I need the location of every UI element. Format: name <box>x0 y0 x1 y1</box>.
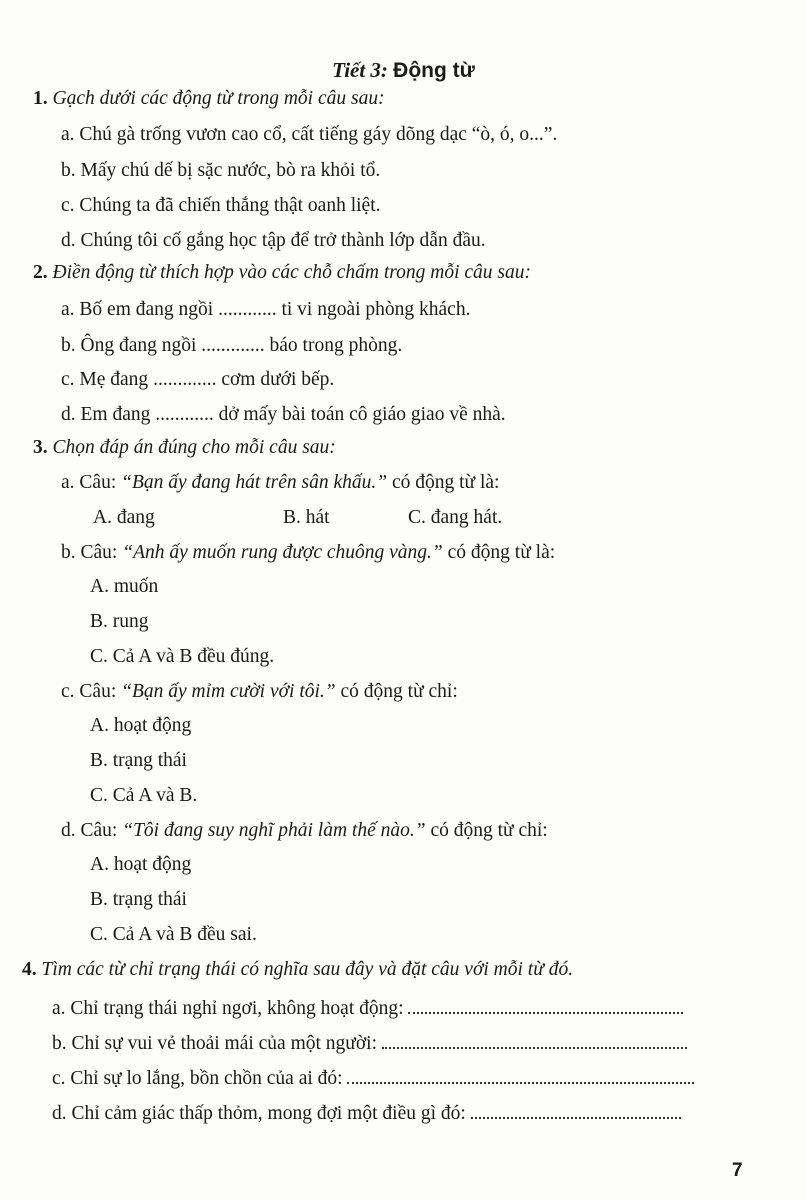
question-number: 1. <box>33 88 48 109</box>
answer-blank[interactable] <box>471 1099 681 1119</box>
q1-item-c: c. Chúng ta đã chiến thắng thật oanh liệt. <box>61 195 381 216</box>
answer-blank[interactable] <box>408 994 683 1014</box>
part-lead: d. Câu: <box>61 820 123 841</box>
answer-blank[interactable] <box>347 1064 694 1084</box>
q3b-option-c[interactable]: C. Cả A và B đều đúng. <box>90 646 275 667</box>
q3-part-a <box>61 471 499 495</box>
question-number: 2. <box>33 262 48 283</box>
quoted-sentence: “Anh ấy muốn rung được chuông vàng.” <box>122 542 443 563</box>
q1-item-b: b. Mấy chú dế bị sặc nước, bò ra khỏi tổ. <box>61 160 381 181</box>
item-text: d. Chỉ cảm giác thấp thỏm, mong đợi một điều gì đó: <box>52 1103 466 1124</box>
sentence-end: cơm dưới bếp. <box>216 369 335 390</box>
question-1-heading <box>33 87 385 111</box>
q2-item-c <box>61 368 334 392</box>
question-prompt: Chọn đáp án đúng cho mỗi câu sau: <box>52 437 336 458</box>
q2-item-b <box>61 334 402 358</box>
quoted-sentence: “Tôi đang suy nghĩ phải làm thế nào.” <box>122 820 426 841</box>
q2-item-d <box>61 403 506 427</box>
q3-part-d <box>61 819 548 843</box>
question-prompt: Gạch dưới các động từ trong mỗi câu sau: <box>52 88 385 109</box>
answer-blank[interactable] <box>382 1029 687 1049</box>
q3c-option-a[interactable]: A. hoạt động <box>90 715 192 736</box>
q3a-option-a[interactable]: A. đang <box>93 507 155 528</box>
part-tail: có động từ là: <box>442 542 556 563</box>
question-3-heading <box>33 436 336 460</box>
sentence-end: báo trong phòng. <box>264 335 403 356</box>
sentence-end: dở mấy bài toán cô giáo giao về nhà. <box>213 404 506 425</box>
fill-blank[interactable]: ............ <box>218 299 277 320</box>
q4-item-c <box>52 1064 694 1091</box>
q3d-option-c[interactable]: C. Cả A và B đều sai. <box>90 924 257 945</box>
question-prompt: Tìm các từ chỉ trạng thái có nghĩa sau đây và đặt câu với mỗi từ đó. <box>41 959 574 980</box>
page-title <box>0 58 807 83</box>
question-prompt: Điền động từ thích hợp vào các chỗ chấm trong mỗi câu sau: <box>52 262 531 283</box>
part-tail: có động từ là: <box>387 472 500 493</box>
q3b-option-b[interactable]: B. rung <box>90 611 149 632</box>
item-text: b. Chỉ sự vui vẻ thoải mái của một người: <box>52 1033 377 1054</box>
item-text: a. Chỉ trạng thái nghỉ ngơi, không hoạt động: <box>52 998 404 1019</box>
q3c-option-b[interactable]: B. trạng thái <box>90 750 187 771</box>
quoted-sentence: “Bạn ấy đang hát trên sân khấu.” <box>121 472 388 493</box>
sentence-start: c. Mẹ đang <box>61 369 154 390</box>
q3-part-b <box>61 541 555 565</box>
question-number: 3. <box>33 437 48 458</box>
q4-item-d <box>52 1099 681 1126</box>
q3c-option-c[interactable]: C. Cả A và B. <box>90 785 198 806</box>
sentence-start: b. Ông đang ngồi <box>61 335 202 356</box>
fill-blank[interactable]: ............ <box>155 404 214 425</box>
lesson-topic: Động từ <box>393 59 475 82</box>
q3d-option-b[interactable]: B. trạng thái <box>90 889 187 910</box>
question-4-heading <box>22 958 573 982</box>
q2-item-a <box>61 298 470 322</box>
lesson-label: Tiết 3: <box>332 58 388 82</box>
part-lead: b. Câu: <box>61 542 123 563</box>
fill-blank[interactable]: ............. <box>153 369 217 390</box>
q3a-option-c[interactable]: C. đang hát. <box>408 507 503 528</box>
part-tail: có động từ chỉ: <box>335 681 458 702</box>
item-text: c. Chỉ sự lo lắng, bồn chồn của ai đó: <box>52 1068 343 1089</box>
q3-part-c <box>61 680 458 704</box>
question-number: 4. <box>22 959 37 980</box>
q4-item-b <box>52 1029 687 1056</box>
q3d-option-a[interactable]: A. hoạt động <box>90 854 192 875</box>
q1-item-a: a. Chú gà trống vươn cao cổ, cất tiếng gáy dõng dạc “ò, ó, o...”. <box>61 124 558 145</box>
fill-blank[interactable]: ............. <box>201 335 265 356</box>
question-2-heading <box>33 261 531 285</box>
sentence-end: ti vi ngoài phòng khách. <box>276 299 471 320</box>
q3a-option-b[interactable]: B. hát <box>283 507 330 528</box>
sentence-start: d. Em đang <box>61 404 156 425</box>
quoted-sentence: “Bạn ấy mỉm cười với tôi.” <box>121 681 336 702</box>
part-tail: có động từ chỉ: <box>425 820 548 841</box>
part-lead: c. Câu: <box>61 681 122 702</box>
q3b-option-a[interactable]: A. muốn <box>90 576 159 597</box>
q4-item-a <box>52 994 683 1021</box>
q1-item-d: d. Chúng tôi cố gắng học tập để trở thành lớp dẫn đầu. <box>61 230 486 251</box>
page-number: 7 <box>732 1160 743 1181</box>
part-lead: a. Câu: <box>61 472 122 493</box>
sentence-start: a. Bố em đang ngồi <box>61 299 219 320</box>
